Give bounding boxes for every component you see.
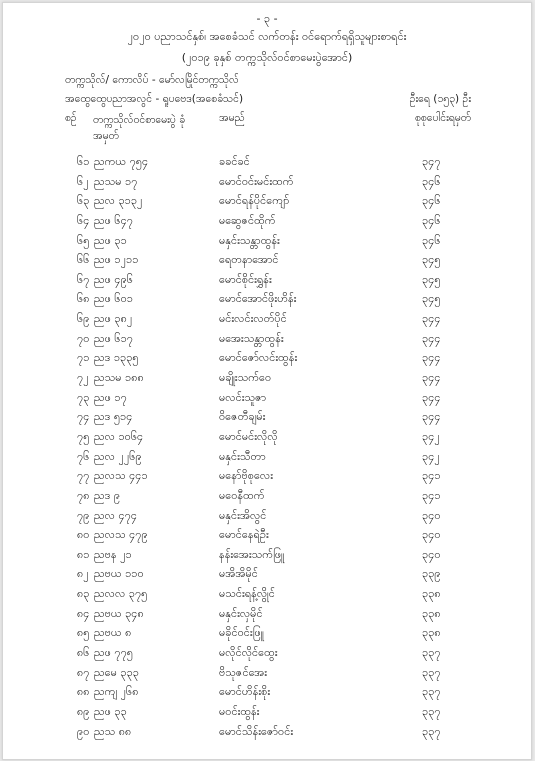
roll-number: ညလ ၃၁၃၂ [94,194,143,208]
total-marks: ၃၄၁ [422,469,441,483]
roll-number: ညဖ ၁၂၁၁ [94,253,139,267]
row-number: ၈၆ [77,646,90,660]
student-name: မချိုးသက်ဝေ [219,371,272,385]
table-row [3,389,531,409]
row-number: ၈၇ [77,665,90,679]
document-subtitle: (၂၀၁၉ ခုနှစ် တက္ကသိုလ်ဝင်စာမေးပွဲအောင်) [181,51,353,64]
total-marks: ၃၃၈ [422,606,441,620]
table-row [3,526,531,546]
row-number: ၇၉ [77,508,90,522]
total-marks: ၃၄၅ [422,253,441,267]
row-number: ၆၇ [77,272,90,286]
total-marks: ၃၄၄ [422,371,441,385]
row-number: ၈၅ [77,626,90,640]
row-number: ၈၈ [77,685,90,699]
table-row [3,330,531,350]
document-page [2,2,532,760]
roll-number: ညမေ ၃၃၃ [94,665,139,679]
row-number: ၇၂ [77,371,89,385]
row-number: ၇၁ [77,351,90,365]
total-marks: ၃၄၄ [422,331,441,345]
table-row [3,212,531,232]
total-marks: ၃၃၈ [422,587,441,601]
table-row [3,467,531,487]
student-name: မနှင်းလှမိုင် [219,606,263,620]
row-number: ၆၆ [77,253,90,267]
total-marks: ၃၄၅ [422,272,441,286]
table-row [3,585,531,605]
student-name: မနှင်းအိလွင် [219,508,267,522]
student-name: မဆွေဇင်ထိုက် [219,213,276,227]
student-name: မဝေနီထက် [219,488,265,502]
row-number: ၈၁ [77,547,90,561]
row-number: ၈၂ [77,567,89,581]
student-name: မနှင်းသီတာ [219,449,266,463]
roll-number: ညလ ၂၂၆၉ [94,449,142,463]
column-header-roll: တက္ကသိုလ်ဝင်စာမေးပွဲ ခုံအမှတ် [93,114,186,142]
total-marks: ၃၄၁ [422,488,441,502]
total-marks: ၃၄၂ [422,449,440,463]
university-line: တက္ကသိုလ်/ ကောလိပ် - မော်လမြိုင်တက္ကသိုလ် [65,74,239,86]
roll-number: ညဒ ၁၃၃၅ [94,351,139,365]
total-marks: ၃၄၄ [422,351,441,365]
table-row [3,605,531,625]
student-name: နန်းအေးသက်ဖြူ [219,547,285,561]
row-number: ၇၄ [77,410,90,424]
total-marks: ၃၃၇ [422,665,441,679]
row-number: ၆၉ [77,312,90,326]
student-name: မနော်ဗိုစုလေး [219,469,274,483]
row-number: ၇၅ [77,429,90,443]
total-marks: ၃၄၂ [422,429,440,443]
row-number: ၇၈ [77,488,90,502]
roll-number: ညဖ ၆၀၁ [94,292,133,306]
table-row [3,290,531,310]
row-number: ၆၈ [77,292,90,306]
row-number: ၆၁ [77,155,90,168]
column-header-name: အမည် [219,112,245,124]
row-number: ၆၄ [77,213,90,227]
total-marks: ၃၄၆ [422,233,441,247]
major-line: အထွေထွေပညာအလွင် - ရူပဗေဒ(အစေခံသင်) [65,93,244,105]
roll-number: ညဖ ၇၇၅ [94,646,133,660]
total-count: ဦးရေ (၁၅၃) ဦး [409,93,471,105]
total-marks: ၃၃၈ [422,626,441,640]
total-marks: ၃၄၄ [422,312,441,326]
student-name: မောင်အောင်ဖိုးဟိန်း [219,292,297,306]
column-header-no: စဉ် [65,112,77,124]
total-marks: ၃၄၀ [422,528,441,542]
row-number: ၈၃ [77,587,90,601]
column-header-marks: စုစုပေါင်းရမှတ် [414,112,471,124]
roll-number: ညဖ ၁၇ [94,390,127,404]
total-marks: ၃၄၄ [422,410,441,424]
table-row [3,192,531,212]
table-row [3,487,531,507]
row-number: ၇၀ [77,331,90,345]
student-name: မလင်းသူဇာ [219,390,267,404]
total-marks: ၃၄၄ [422,390,441,404]
student-name: မောင်ရန်ပိုင်ကျော် [219,194,290,208]
row-number: ၈၉ [77,704,90,718]
table-row [3,349,531,369]
roll-number: ညလ ၁၀၆၄ [94,429,144,443]
row-number: ၆၂ [77,174,89,188]
row-number: ၇၆ [77,449,90,463]
roll-number: ညဖ ၃၃ [94,704,127,718]
student-name: မအိအိမိုင် [219,567,258,581]
roll-number: ညလသ ၄၄၁ [94,469,148,483]
results-table [3,153,531,742]
student-name: မောင်ဟိန်းစိုး [219,685,271,699]
total-marks: ၃၃၇ [422,704,441,718]
total-marks: ၃၄၀ [422,547,441,561]
total-marks: ၃၃၇ [422,724,441,738]
roll-number: ညဒ ၅၁၄ [94,410,133,424]
student-name: မလိုင်လိုင်ထွေး [219,646,278,660]
document-title: ၂၀၂၀ ပညာသင်နှစ်၊ အစေခံသင် လက်တန်း ဝင်ရောက်ရရှိသူများစာရင်း [127,30,407,43]
student-name: မင်းလင်းလတ်ပိုင် [219,312,287,326]
table-row [3,408,531,428]
roll-number: ညလ ၄၇၄ [94,508,138,522]
roll-number: ညလသ ၄၇၉ [94,528,148,542]
row-number: ၇၇ [77,469,90,483]
row-number: ၈၀ [77,528,90,542]
table-row [3,448,531,468]
row-number: ၆၃ [77,194,90,208]
total-marks: ၃၄၆ [422,213,441,227]
row-number: ၈၄ [77,606,90,620]
table-row [3,251,531,271]
student-name: ဝိဇေတီချမ်း [219,410,266,424]
roll-number: ညသမ ၁၈၈ [94,371,144,385]
student-name: မခိုင်ဝင်းဖြူ [219,626,264,640]
table-row [3,369,531,389]
total-marks: ၃၃၇ [422,685,441,699]
table-row [3,232,531,252]
total-marks: ၃၄၇ [422,155,441,168]
roll-number: ညဗယ ၃၄၈ [94,606,144,620]
student-name: မောင်သိန်းဇော်ဝင်း [219,724,294,738]
table-row [3,153,531,173]
table-row [3,644,531,664]
student-name: မောင်ဝင်းမင်းထက် [219,174,294,188]
roll-number: ညသမ ၁၇ [94,174,138,188]
table-row [3,624,531,644]
table-row [3,683,531,703]
student-name: မောင်နေရဲဦး [219,528,269,542]
page-number: - ၃ - [256,12,278,25]
total-marks: ၃၃၉ [422,567,441,581]
roll-number: ညဖ ၆၁၇ [94,331,133,345]
student-name: မနှင်းသန္တာထွန်း [219,233,280,247]
roll-number: ညကယ ၇၅၄ [94,155,149,168]
table-row [3,703,531,723]
roll-number: ညသ ၈၈ [94,724,132,738]
student-name: ရေတနာအောင် [219,253,279,267]
row-number: ၇၃ [77,390,90,404]
student-name: မသင်းရန့်လွိုင် [219,587,275,601]
total-marks: ၃၃၇ [422,646,441,660]
student-name: မောင်မင်းလိုလို [219,429,278,443]
total-marks: ၃၄၆ [422,194,441,208]
total-marks: ၃၄၅ [422,292,441,306]
student-name: ဗိသုဇင်အေး [219,665,267,679]
roll-number: ညဖ ၃၈၂ [94,312,133,326]
row-number: ၆၅ [77,233,90,247]
roll-number: ညဗန ၂၁ [94,547,132,561]
table-row [3,428,531,448]
roll-number: ညကျ ၂၆၈ [94,685,139,699]
table-row [3,310,531,330]
student-name: မောင်စိုင်းရွှန်း [219,272,272,286]
roll-number: ညဖ ၄၉၆ [94,272,133,286]
roll-number: ညဖ ၆၄၇ [94,213,133,227]
student-name: မောင်ဇော်လင်းထွန်း [219,351,298,365]
student-name: ခခင်ခင် [219,155,250,168]
roll-number: ညဗယ ၁၁၀ [94,567,144,581]
student-name: မဝင်းထွန်း [219,704,260,718]
table-row [3,723,531,743]
table-row [3,507,531,527]
table-row [3,565,531,585]
roll-number: ညဒ ၉ [94,488,121,502]
total-marks: ၃၄၆ [422,174,441,188]
table-row [3,173,531,193]
roll-number: ညဗယ ၈ [94,626,132,640]
roll-number: ညဖ ၃၁ [94,233,127,247]
table-row [3,271,531,291]
roll-number: ညလလ ၃၇၅ [94,587,148,601]
student-name: မအေးသန္တာထွန်း [219,331,284,345]
total-marks: ၃၄၀ [422,508,441,522]
row-number: ၉၀ [77,724,90,738]
table-row [3,664,531,684]
table-row [3,546,531,566]
